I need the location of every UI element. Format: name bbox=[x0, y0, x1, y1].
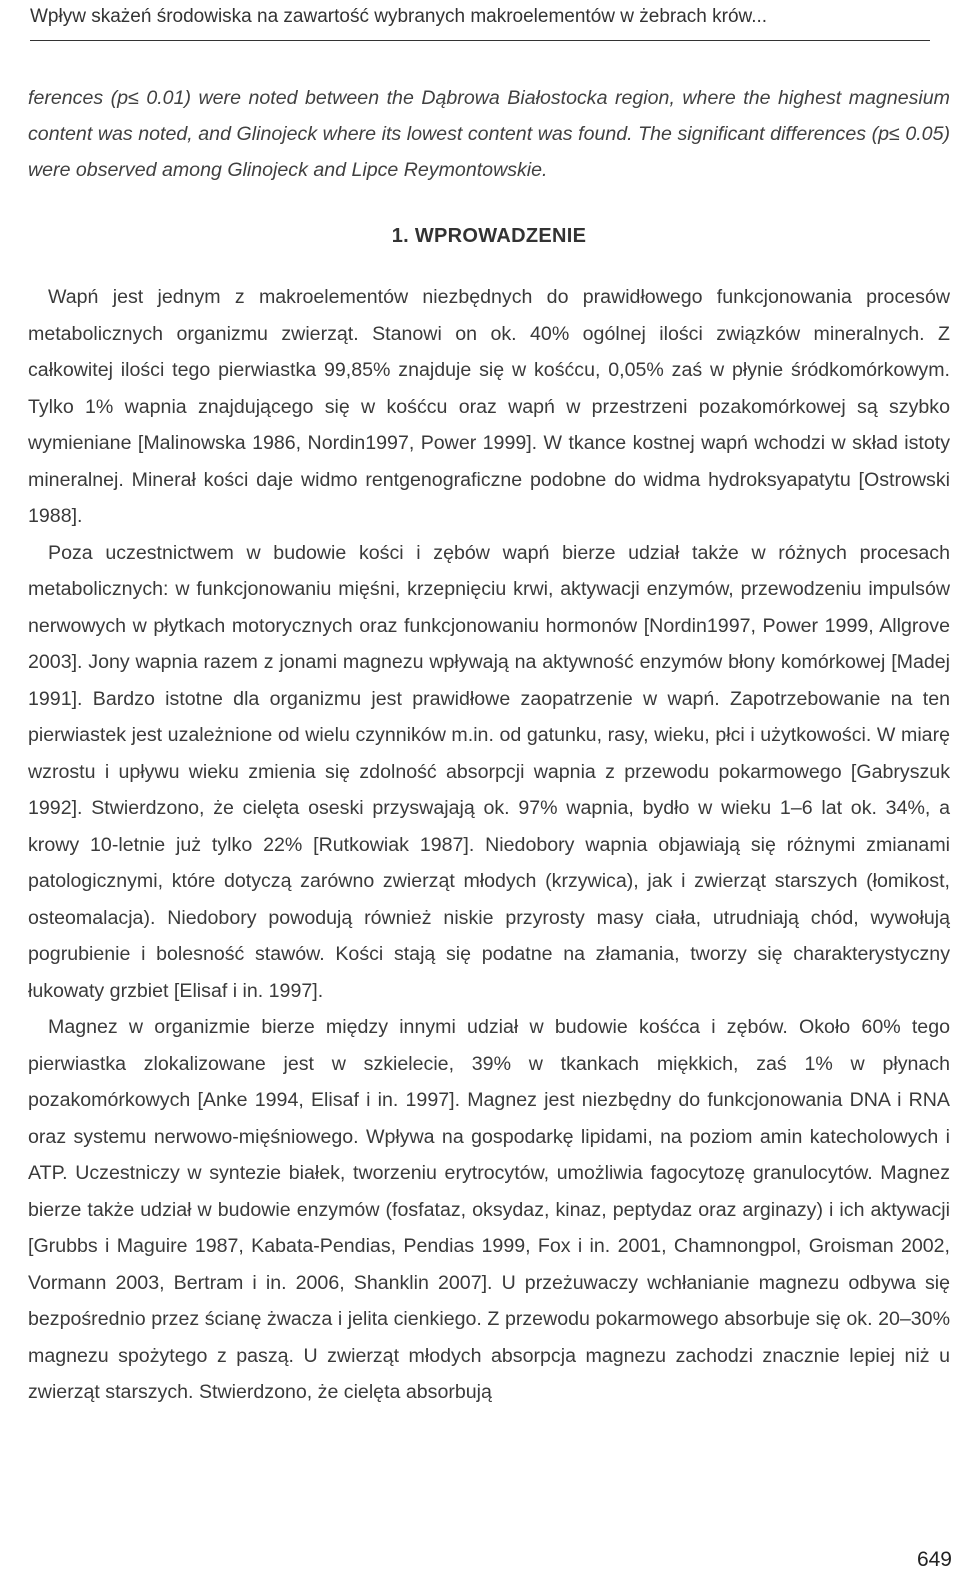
abstract-continuation: ferences (p≤ 0.01) were noted between the Dąbrowa Białostocka region, where the highest magnesium content was noted, and Glinojeck where its lowest content was found. The significant differences (p≤ 0.05) were observed among Glinojeck and Lipce Reymontowskie. bbox=[28, 87, 950, 181]
page-number: 649 bbox=[916, 1548, 952, 1571]
paragraph-magnesium: Magnez w organizmie bierze między innymi udział w budowie kośćca i zębów. Około 60% tego pierwiastka zlokalizowane jest w szkielecie, 39% w tkankach miękkich, zaś 1% w płynach pozakomórkowych [Anke 1994, Elisaf i in. 1997]. Magnez jest niezbędny do funkcjonowania DNA i RNA oraz systemu nerwowo-mięśniowego. Wpływa na gospodarkę lipidami, na poziom amin katecholowych i ATP. Uczestniczy w syntezie białek, tworzeniu erytrocytów, umożliwia fagocytozę granulocytów. Magnez bierze także udział w budowie enzymów (fosfataz, oksydaz, kinaz, peptydaz oraz arginazy) i ich aktywacji [Grubbs i Maguire 1987, Kabata-Pendias, Pendias 1999, Fox i in. 2001, Chamnongpol, Groisman 2002, Vormann 2003, Bertram i in. 2006, Shanklin 2007]. U przeżuwaczy wchłanianie magnezu odbywa się bezpośrednio przez ścianę żwacza i jelita cienkiego. Z przewodu pokarmowego absorbuje się ok. 20–30% magnezu spożytego z paszą. U zwierząt młodych absorpcja magnezu zachodzi znacznie lepiej niż u zwierząt starszych. Stwierdzono, że cielęta absorbują bbox=[28, 1016, 950, 1403]
paragraph-calcium-metabolism: Poza uczestnictwem w budowie kości i zębów wapń bierze udział także w różnych procesach metabolicznych: w funkcjonowaniu mięśni, krzepnięciu krwi, aktywacji enzymów, przewodzeniu impulsów nerwowych w płytkach motorycznych oraz funkcjonowaniu hormonów [Nordin1997, Power 1999, Allgrove 2003]. Jony wapnia razem z jonami magnezu wpływają na aktywność enzymów błony komórkowej [Madej 1991]. Bardzo istotne dla organizmu jest prawidłowe zaopatrzenie w wapń. Zapotrzebowanie na ten pierwiastek jest uzależnione od wielu czynników m.in. od gatunku, rasy, wieku, płci i użytkowości. W miarę wzrostu i upływu wieku zmienia się zdolność absorpcji wapnia z przewodu pokarmowego [Gabryszuk 1992]. Stwierdzono, że cielęta oseski przyswajają ok. 97% wapnia, bydło w wieku 1–6 lat ok. 34%, a krowy 10-letnie już tylko 22% [Rutkowiak 1987]. Niedobory wapnia objawiają się różnymi zmianami patologicznymi, które dotyczą zarówno zwierząt młodych (krzywica), jak i zwierząt starszych (łomikost, osteomalacja). Niedobory powodują również niskie przyrosty masy ciała, utrudniają chód, wywołują pogrubienie i bolesność stawów. Kości stają się podatne na złamania, tworzy się charakterystyczny łukowaty grzbiet [Elisaf i in. 1997]. bbox=[28, 541, 950, 1002]
page-body bbox=[28, 80, 950, 1411]
section-heading: 1. WPROWADZENIE bbox=[391, 225, 587, 247]
running-title: Wpływ skażeń środowiska na zawartość wybranych makroelementów w żebrach krów... bbox=[30, 6, 768, 27]
paragraph-calcium-intro: Wapń jest jednym z makroelementów niezbędnych do prawidłowego funkcjonowania procesów metabolicznych organizmu zwierząt. Stanowi on ok. 40% ogólnej ilości związków mineralnych. Z całkowitej ilości tego pierwiastka 99,85% znajduje się w kośćcu, 0,05% zaś w płynie śródkomórkowym. Tylko 1% wapnia znajdującego się w kośćcu oraz wapń w przestrzeni pozakomórkowej są szybko wymieniane [Malinowska 1986, Nordin1997, Power 1999]. W tkance kostnej wapń wchodzi w skład istoty mineralnej. Minerał kości daje widmo rentgenograficzne podobne do widma hydroksyapatytu [Ostrowski 1988]. bbox=[28, 286, 950, 527]
running-header bbox=[30, 2, 930, 41]
